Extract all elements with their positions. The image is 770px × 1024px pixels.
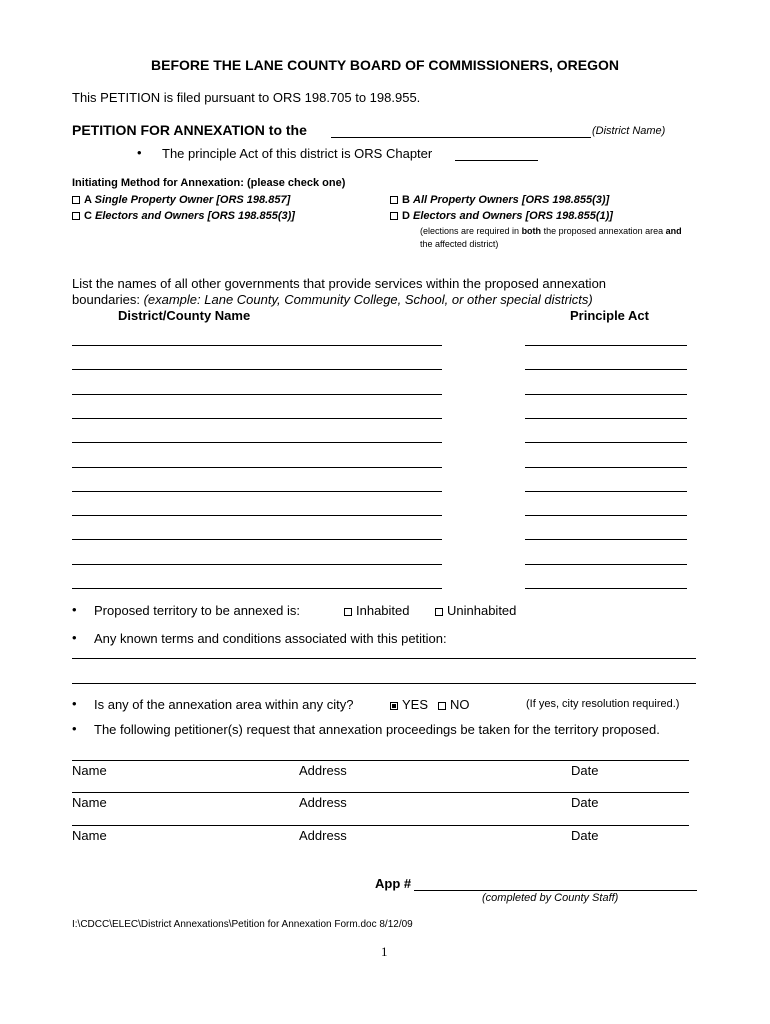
petitioner-1-address-label: Address xyxy=(299,763,347,778)
option-c-letter: C xyxy=(84,210,92,222)
completed-by-note: (completed by County Staff) xyxy=(482,892,619,904)
city-yes-option[interactable] xyxy=(390,697,428,712)
district-name-line[interactable] xyxy=(72,345,442,346)
district-name-hint: (District Name) xyxy=(592,125,666,137)
option-b[interactable] xyxy=(390,194,609,206)
governments-intro-line1: List the names of all other governments that provide services within the proposed annexation xyxy=(72,276,607,291)
territory-label: Proposed territory to be annexed is: xyxy=(94,603,300,618)
district-name-line[interactable] xyxy=(72,369,442,370)
district-name-line[interactable] xyxy=(72,539,442,540)
petitioner-2-date-label: Date xyxy=(571,795,599,810)
petitioners-statement: The following petitioner(s) request that annexation proceedings be taken for the territory proposed. xyxy=(94,722,660,737)
option-b-letter: B xyxy=(402,194,410,206)
terms-label: Any known terms and conditions associated with this petition: xyxy=(94,631,447,646)
checkbox-b[interactable] xyxy=(390,196,398,204)
option-d[interactable] xyxy=(390,210,613,222)
city-question: Is any of the annexation area within any city? xyxy=(94,697,354,712)
city-resolution-note: (If yes, city resolution required.) xyxy=(526,698,680,710)
election-note-line1: (elections are required in both the proposed annexation area and xyxy=(420,226,682,236)
petitioner-1-signature-line[interactable] xyxy=(72,760,689,761)
petitioner-3-name-label: Name xyxy=(72,828,107,843)
petitioner-1-name-label: Name xyxy=(72,763,107,778)
petitioner-3-date-label: Date xyxy=(571,828,599,843)
option-d-text: Electors and Owners [ORS 198.855(1)] xyxy=(413,210,613,222)
petitioner-3-address-label: Address xyxy=(299,828,347,843)
column-principle-act: Principle Act xyxy=(570,308,649,323)
city-no-option[interactable] xyxy=(438,697,470,712)
principle-act-line[interactable] xyxy=(525,515,687,516)
checkbox-c[interactable] xyxy=(72,212,80,220)
bullet-icon: • xyxy=(72,602,77,617)
uninhabited-checkbox[interactable] xyxy=(435,608,443,616)
bullet-icon: • xyxy=(72,630,77,645)
checkbox-d[interactable] xyxy=(390,212,398,220)
principle-act-line[interactable] xyxy=(525,588,687,589)
inhabited-label: Inhabited xyxy=(356,603,410,618)
territory-inhabited[interactable] xyxy=(344,603,410,618)
principle-act-line[interactable] xyxy=(525,345,687,346)
district-name-field[interactable] xyxy=(331,137,591,138)
page-number: 1 xyxy=(381,944,388,959)
principal-act-text: The principle Act of this district is ORS Chapter xyxy=(162,146,433,161)
column-district-county-name: District/County Name xyxy=(118,308,251,323)
district-name-line[interactable] xyxy=(72,418,442,419)
district-name-line[interactable] xyxy=(72,491,442,492)
yes-label: YES xyxy=(402,697,429,712)
option-a-letter: A xyxy=(84,194,92,206)
district-name-line[interactable] xyxy=(72,467,442,468)
initiating-method-heading: Initiating Method for Annexation: (please check one) xyxy=(72,177,346,189)
principle-act-line[interactable] xyxy=(525,564,687,565)
principle-act-line[interactable] xyxy=(525,394,687,395)
bullet-icon: • xyxy=(137,145,142,160)
district-name-line[interactable] xyxy=(72,442,442,443)
election-note-line2: the affected district) xyxy=(420,239,499,249)
option-a-text: Single Property Owner [ORS 198.857] xyxy=(94,194,291,206)
territory-uninhabited[interactable] xyxy=(435,603,516,618)
bullet-icon: • xyxy=(72,721,77,736)
petitioner-2-address-label: Address xyxy=(299,795,347,810)
district-name-line[interactable] xyxy=(72,394,442,395)
terms-line-2[interactable] xyxy=(72,683,696,684)
petitioner-3-signature-line[interactable] xyxy=(72,825,689,826)
governments-intro-line2: boundaries: (example: Lane County, Community College, School, or other special districts) xyxy=(72,292,593,307)
principle-act-line[interactable] xyxy=(525,467,687,468)
option-d-letter: D xyxy=(402,210,410,222)
bullet-icon: • xyxy=(72,696,77,711)
principle-act-line[interactable] xyxy=(525,539,687,540)
app-number-field[interactable] xyxy=(414,890,697,891)
no-label: NO xyxy=(450,697,470,712)
option-c-text: Electors and Owners [ORS 198.855(3)] xyxy=(95,210,295,222)
inhabited-checkbox[interactable] xyxy=(344,608,352,616)
document-title: BEFORE THE LANE COUNTY BOARD OF COMMISSIONERS, OREGON xyxy=(151,57,619,73)
terms-line-1[interactable] xyxy=(72,658,696,659)
principle-act-line[interactable] xyxy=(525,442,687,443)
app-number-label: App # xyxy=(375,876,412,891)
district-name-line[interactable] xyxy=(72,588,442,589)
file-path: I:\CDCC\ELEC\District Annexations\Petition for Annexation Form.doc 8/12/09 xyxy=(72,919,413,930)
yes-checkbox[interactable] xyxy=(390,702,398,710)
checkbox-a[interactable] xyxy=(72,196,80,204)
option-c[interactable] xyxy=(72,210,295,222)
principle-act-line[interactable] xyxy=(525,369,687,370)
option-b-text: All Property Owners [ORS 198.855(3)] xyxy=(413,194,610,206)
principal-act-chapter-field[interactable] xyxy=(455,160,538,161)
petitioner-2-signature-line[interactable] xyxy=(72,792,689,793)
petition-heading: PETITION FOR ANNEXATION to the xyxy=(72,122,307,138)
filed-pursuant-line: This PETITION is filed pursuant to ORS 198.705 to 198.955. xyxy=(72,90,421,105)
principle-act-line[interactable] xyxy=(525,491,687,492)
petitioner-1-date-label: Date xyxy=(571,763,599,778)
option-a[interactable] xyxy=(72,194,290,206)
no-checkbox[interactable] xyxy=(438,702,446,710)
petitioner-2-name-label: Name xyxy=(72,795,107,810)
principle-act-line[interactable] xyxy=(525,418,687,419)
district-name-line[interactable] xyxy=(72,564,442,565)
district-name-line[interactable] xyxy=(72,515,442,516)
uninhabited-label: Uninhabited xyxy=(447,603,517,618)
